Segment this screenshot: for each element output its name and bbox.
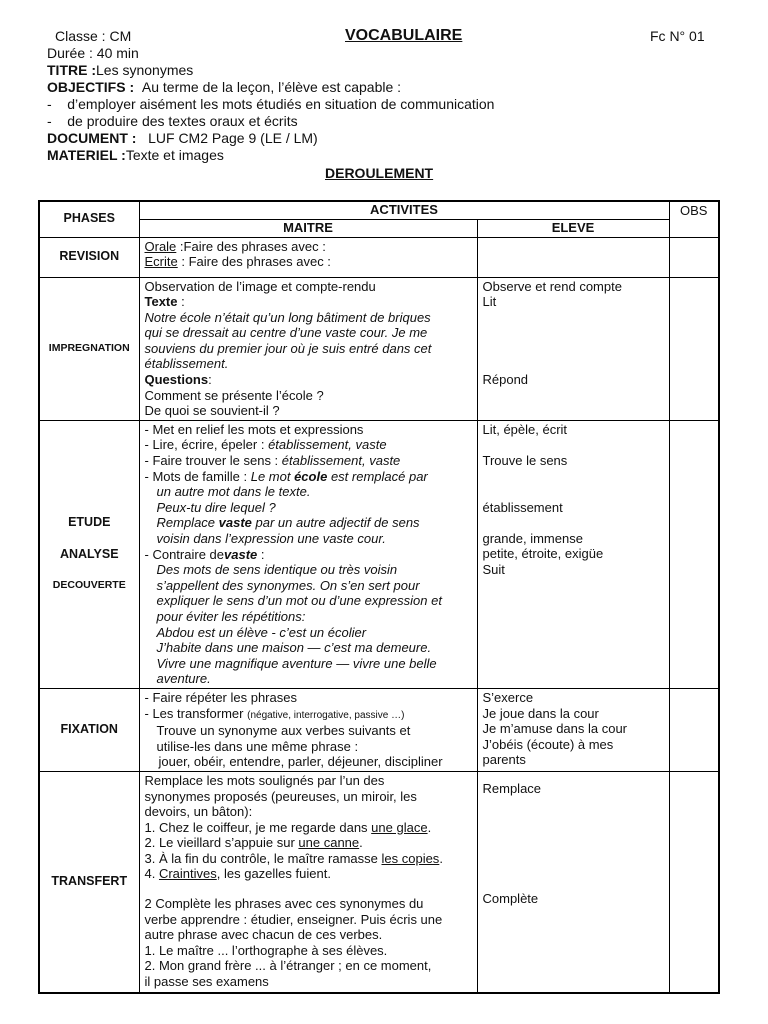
phase-analyse-label: ANALYSE [59, 546, 119, 561]
step-words: est remplacé par [327, 468, 428, 484]
eleve-action: Complète [482, 890, 539, 906]
ecrite-label: Ecrite [144, 254, 178, 270]
exercise-line: verbe apprendre : étudier, enseigner. Puis écris une [144, 911, 443, 927]
exercise-line: 2. Mon grand frère ... à l’étranger ; en ce moment, [144, 958, 432, 974]
etude-step [145, 547, 472, 563]
exercise-sentence [145, 820, 472, 836]
etude-eleve-cell [477, 420, 669, 688]
step-line: voisin dans l’expression une vaste cour. [156, 531, 386, 546]
table-row-etude [39, 420, 719, 688]
objective-text: de produire des textes oraux et écrits [67, 113, 298, 129]
step-text: : [257, 546, 265, 562]
eleve-action: petite, étroite, exigüe [482, 546, 604, 562]
definition-line: aventure. [156, 671, 211, 687]
step-note: (négative, interrogative, passive …) [247, 709, 405, 721]
eleve-action: Répond [482, 371, 529, 387]
table-row-impregnation [39, 277, 719, 420]
texte-line: souviens du premier jour où je suis entré dans cet [144, 340, 432, 356]
underlined-word: une canne [298, 835, 360, 851]
definition-line: s’appellent des synonymes. On s’en sert pour [156, 577, 420, 593]
questions-colon: : [208, 372, 212, 388]
duration: Durée : 40 min [47, 45, 139, 61]
sentence-text: 3. À la fin du contrôle, le maître ramasse [144, 850, 382, 866]
table-row-fixation [39, 688, 719, 771]
revision-eleve-cell [477, 237, 669, 277]
objective-text: d’employer aisément les mots étudiés en situation de communication [67, 96, 495, 112]
observation-line: Observation de l’image et compte-rendu [144, 278, 376, 294]
etude-step [145, 453, 472, 469]
sheet-number: Fc N° 01 [650, 28, 705, 44]
texte-line: qui se dressait au centre d’une vaste cour. Je me [144, 325, 428, 341]
deroulement-heading: DEROULEMENT [325, 165, 434, 181]
table-row-revision [39, 237, 719, 277]
objective-item: - d’employer aisément les mots étudiés en situation de communication [47, 96, 495, 112]
phase-decouverte-label: DECOUVERTE [52, 579, 126, 592]
exercise-line: 2 Complète les phrases avec ces synonymes du [144, 896, 424, 912]
step-text: Les transformer [152, 705, 248, 721]
col-maitre-header: MAITRE [139, 219, 477, 237]
revision-ecrite [145, 254, 472, 270]
eleve-action: établissement [482, 500, 563, 516]
orale-text: :Faire des phrases avec : [176, 238, 326, 254]
exercise-line: il passe ses examens [144, 974, 269, 990]
questions-heading [145, 372, 472, 388]
orale-label: Orale [144, 238, 177, 254]
phase-revision: REVISION [39, 237, 139, 277]
fixation-step: - Faire répéter les phrases [145, 690, 472, 706]
transfert-obs-cell [669, 771, 719, 993]
lesson-title [47, 62, 193, 79]
texte-line: établissement. [144, 356, 229, 372]
revision-maitre-cell [139, 237, 477, 277]
underlined-word: une glace [371, 819, 428, 835]
phase-impregnation: IMPREGNATION [39, 277, 139, 420]
phase-etude-label: ETUDE [68, 515, 111, 529]
col-eleve-header: ELEVE [477, 219, 669, 237]
materiel-label: MATERIEL : [47, 147, 126, 163]
sentence-text: . [427, 819, 432, 835]
fixation-step [145, 706, 472, 724]
step-words: Le mot [250, 468, 295, 484]
revision-orale [145, 239, 472, 255]
step-line [145, 515, 472, 531]
etude-step: - Met en relief les mots et expressions [145, 422, 472, 438]
exercise-line: synonymes proposés (peureuses, un miroir, les [144, 788, 417, 804]
eleve-action: Observe et rend compte [482, 278, 622, 294]
step-words: par un autre adjectif de sens [251, 515, 420, 531]
table-row-transfert [39, 771, 719, 993]
step-keyword: vaste [224, 546, 258, 562]
exercise-sentence [145, 866, 472, 882]
eleve-action: Suit [482, 561, 505, 577]
eleve-action: Lit, épèle, écrit [482, 421, 568, 437]
exercise-line: 1. Le maître ... l’orthographe à ses élèves. [144, 942, 388, 958]
fixation-maitre-cell [139, 688, 477, 771]
objectifs-intro: Au terme de la leçon, l’élève est capable : [141, 79, 402, 95]
exercise-sentence [145, 851, 472, 867]
texte-label: Texte [144, 294, 178, 310]
eleve-action: Remplace [482, 780, 542, 796]
step-text: Mots de famille : [152, 468, 251, 484]
definition-line: Des mots de sens identique ou très voisin [156, 562, 398, 578]
definition-line: pour éviter les répétitions: [156, 608, 306, 624]
etude-step [145, 437, 472, 453]
exercise-line: Remplace les mots soulignés par l’un des [144, 772, 385, 788]
fixation-line: utilise-les dans une même phrase : [156, 738, 359, 754]
verb-list: jouer, obéir, entendre, parler, déjeuner, discipliner [158, 754, 443, 770]
fixation-eleve-cell [477, 688, 669, 771]
step-text: Contraire de [152, 546, 224, 562]
sentence-text: . [439, 850, 443, 866]
eleve-action: parents [482, 752, 526, 768]
sentence-text: 2. Le vieillard s’appuie sur [144, 835, 299, 851]
definition-line: Abdou est un élève - c’est un écolier [156, 624, 367, 640]
step-text: Faire trouver le sens : [152, 453, 282, 469]
col-obs-header: OBS [669, 201, 719, 237]
underlined-word: les copies [381, 850, 440, 866]
document-value: LUF CM2 Page 9 (LE / LM) [148, 130, 318, 146]
texte-line: Notre école n’était qu’un long bâtiment de briques [144, 309, 431, 325]
document-label: DOCUMENT : [47, 130, 137, 146]
step-keyword: vaste [218, 515, 252, 531]
col-activites-header: ACTIVITES [139, 201, 669, 219]
underlined-word: Craintives [158, 866, 217, 882]
texte-colon: : [177, 294, 185, 310]
definition-line: Vivre une magnifique aventure — vivre une belle [156, 655, 437, 671]
sentence-text: 1. Chez le coiffeur, je me regarde dans [144, 819, 372, 835]
impregnation-eleve-cell [477, 277, 669, 420]
sentence-text: 4. [144, 866, 159, 882]
materiel-line [47, 147, 224, 164]
impregnation-obs-cell [669, 277, 719, 420]
phase-etude [39, 420, 139, 688]
transfert-maitre-cell [139, 771, 477, 993]
sentence-text: . [359, 835, 363, 851]
eleve-action: Lit [482, 294, 497, 310]
class-label: Classe : CM [55, 28, 132, 44]
impregnation-maitre-cell [139, 277, 477, 420]
eleve-action: S’exerce [482, 689, 534, 705]
etude-obs-cell [669, 420, 719, 688]
page-title: VOCABULAIRE [345, 27, 463, 44]
phase-transfert: TRANSFERT [39, 771, 139, 993]
exercise-line: devoirs, un bâton): [144, 804, 253, 820]
definition-line: J’habite dans une maison — c’est ma demeure. [156, 640, 432, 656]
transfert-eleve-cell [477, 771, 669, 993]
step-text: Lire, écrire, épeler : [152, 437, 269, 453]
objectifs-label: OBJECTIFS : [47, 79, 135, 95]
col-phases-header: PHASES [39, 201, 139, 237]
objective-item: - de produire des textes oraux et écrits [47, 113, 298, 129]
step-keyword: école [294, 468, 328, 484]
question-item: Comment se présente l’école ? [144, 387, 324, 403]
eleve-action: Trouve le sens [482, 453, 568, 469]
texte-heading [145, 294, 472, 310]
sentence-text: , les gazelles fuient. [216, 866, 331, 882]
eleve-action: Je joue dans la cour [482, 705, 599, 721]
fixation-obs-cell [669, 688, 719, 771]
exercise-sentence [145, 835, 472, 851]
definition-line: expliquer le sens d’un mot ou d’une expression et [156, 593, 442, 609]
ecrite-text: : Faire des phrases avec : [177, 254, 331, 270]
etude-step [145, 469, 472, 485]
questions-label: Questions [144, 372, 209, 388]
question-item: De quoi se souvient-il ? [144, 403, 280, 419]
document-line [47, 130, 318, 147]
revision-obs-cell [669, 237, 719, 277]
step-words: établissement, vaste [268, 437, 387, 453]
eleve-action: Je m’amuse dans la cour [482, 721, 628, 737]
titre-value: Les synonymes [96, 62, 194, 78]
step-words: Remplace [156, 515, 219, 531]
materiel-value: Texte et images [125, 147, 224, 163]
step-line: Peux-tu dire lequel ? [156, 499, 276, 515]
exercise-line: autre phrase avec chacun de ces verbes. [144, 927, 383, 943]
eleve-action: J’obéis (écoute) à mes [482, 736, 614, 752]
objectives-heading [47, 79, 401, 96]
phase-fixation: FIXATION [39, 688, 139, 771]
lesson-plan-table [38, 200, 720, 994]
step-line: un autre mot dans le texte. [156, 484, 311, 500]
fixation-line: Trouve un synonyme aux verbes suivants et [156, 723, 411, 739]
step-words: établissement, vaste [281, 453, 401, 469]
etude-maitre-cell [139, 420, 477, 688]
eleve-action: grande, immense [482, 530, 583, 546]
titre-label: TITRE : [47, 62, 96, 78]
